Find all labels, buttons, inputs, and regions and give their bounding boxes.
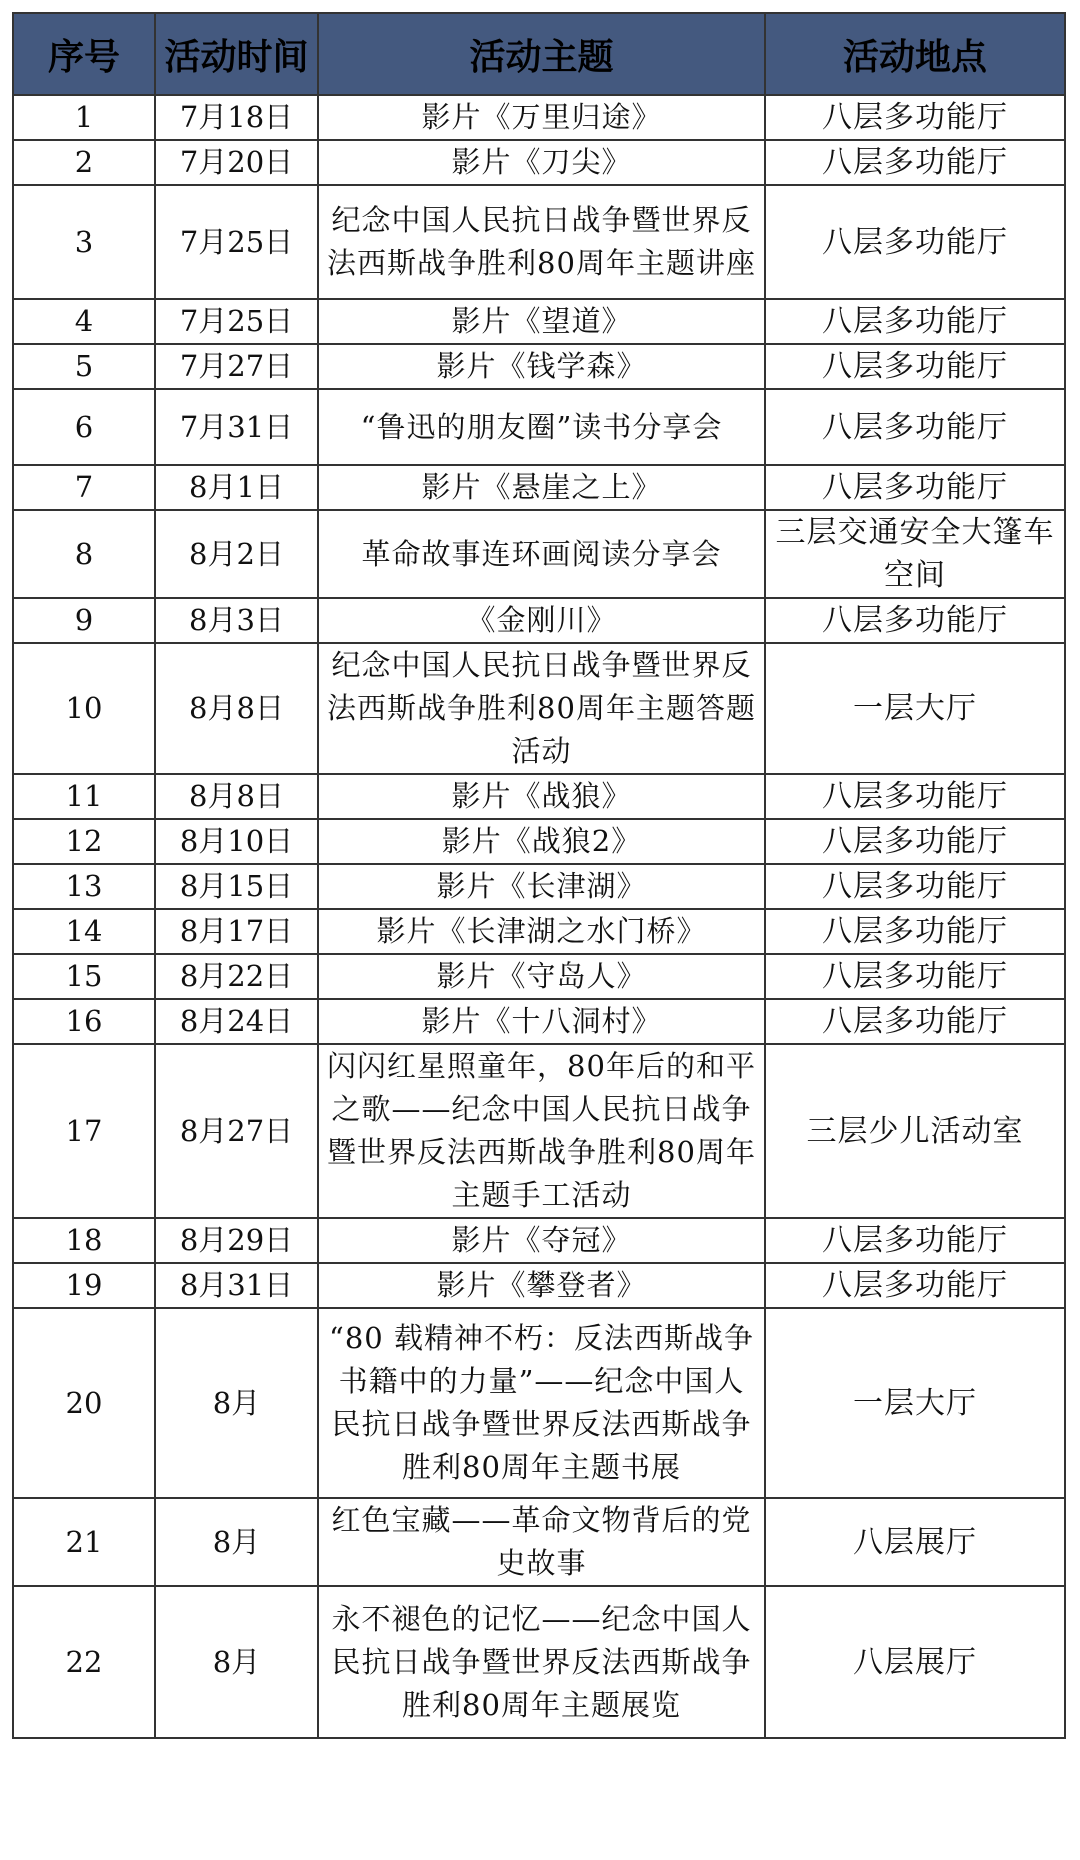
header-topic: 活动主题 <box>318 13 765 95</box>
cell-place: 八层多功能厅 <box>765 140 1065 185</box>
cell-date: 8月15日 <box>155 864 318 909</box>
cell-place: 八层多功能厅 <box>765 954 1065 999</box>
cell-no: 21 <box>13 1498 155 1586</box>
table-row <box>13 1586 1065 1738</box>
cell-place: 八层多功能厅 <box>765 819 1065 864</box>
table-body <box>13 95 1065 1738</box>
cell-topic: 影片《长津湖》 <box>318 864 765 909</box>
table-header <box>13 13 1065 95</box>
cell-place: 八层多功能厅 <box>765 1263 1065 1308</box>
cell-no: 14 <box>13 909 155 954</box>
cell-date: 7月31日 <box>155 389 318 465</box>
table-row <box>13 819 1065 864</box>
table-row <box>13 140 1065 185</box>
table-row <box>13 864 1065 909</box>
cell-no: 19 <box>13 1263 155 1308</box>
cell-topic: 影片《钱学森》 <box>318 344 765 389</box>
table-row <box>13 1263 1065 1308</box>
cell-topic: 影片《刀尖》 <box>318 140 765 185</box>
cell-place: 八层多功能厅 <box>765 909 1065 954</box>
cell-topic: 《金刚川》 <box>318 598 765 643</box>
cell-topic: 影片《十八洞村》 <box>318 999 765 1044</box>
cell-no: 20 <box>13 1308 155 1498</box>
activity-schedule-table-wrapper <box>12 12 1064 1739</box>
cell-no: 6 <box>13 389 155 465</box>
header-no: 序号 <box>13 13 155 95</box>
cell-no: 8 <box>13 510 155 598</box>
cell-no: 3 <box>13 185 155 299</box>
table-row <box>13 1044 1065 1218</box>
cell-place: 三层少儿活动室 <box>765 1044 1065 1218</box>
table-row <box>13 510 1065 598</box>
cell-date: 8月 <box>155 1308 318 1498</box>
cell-place: 八层多功能厅 <box>765 465 1065 510</box>
cell-topic: 影片《万里归途》 <box>318 95 765 140</box>
cell-topic: 影片《长津湖之水门桥》 <box>318 909 765 954</box>
cell-date: 8月2日 <box>155 510 318 598</box>
cell-date: 8月 <box>155 1498 318 1586</box>
table-row <box>13 299 1065 344</box>
cell-topic: 纪念中国人民抗日战争暨世界反法西斯战争胜利80周年主题答题活动 <box>318 643 765 774</box>
cell-date: 7月18日 <box>155 95 318 140</box>
cell-no: 18 <box>13 1218 155 1263</box>
table-row <box>13 344 1065 389</box>
cell-no: 15 <box>13 954 155 999</box>
cell-place: 一层大厅 <box>765 643 1065 774</box>
cell-place: 八层展厅 <box>765 1498 1065 1586</box>
table-row <box>13 598 1065 643</box>
cell-place: 八层多功能厅 <box>765 1218 1065 1263</box>
cell-no: 2 <box>13 140 155 185</box>
table-row <box>13 954 1065 999</box>
table-row <box>13 465 1065 510</box>
cell-date: 8月24日 <box>155 999 318 1044</box>
cell-date: 8月29日 <box>155 1218 318 1263</box>
cell-place: 八层多功能厅 <box>765 389 1065 465</box>
table-row <box>13 999 1065 1044</box>
cell-place: 八层展厅 <box>765 1586 1065 1738</box>
cell-no: 5 <box>13 344 155 389</box>
header-place: 活动地点 <box>765 13 1065 95</box>
cell-place: 八层多功能厅 <box>765 185 1065 299</box>
cell-date: 8月8日 <box>155 643 318 774</box>
cell-date: 8月31日 <box>155 1263 318 1308</box>
cell-place: 八层多功能厅 <box>765 999 1065 1044</box>
table-row <box>13 774 1065 819</box>
table-row <box>13 1308 1065 1498</box>
cell-topic: 纪念中国人民抗日战争暨世界反法西斯战争胜利80周年主题讲座 <box>318 185 765 299</box>
cell-date: 8月17日 <box>155 909 318 954</box>
cell-place: 八层多功能厅 <box>765 95 1065 140</box>
cell-place: 八层多功能厅 <box>765 774 1065 819</box>
header-date: 活动时间 <box>155 13 318 95</box>
table-row <box>13 1498 1065 1586</box>
table-row <box>13 1218 1065 1263</box>
cell-no: 12 <box>13 819 155 864</box>
activity-schedule-table <box>12 12 1066 1739</box>
cell-topic: 影片《攀登者》 <box>318 1263 765 1308</box>
cell-date: 7月27日 <box>155 344 318 389</box>
cell-topic: 影片《望道》 <box>318 299 765 344</box>
table-row <box>13 909 1065 954</box>
cell-date: 8月8日 <box>155 774 318 819</box>
cell-no: 1 <box>13 95 155 140</box>
cell-place: 八层多功能厅 <box>765 299 1065 344</box>
header-row <box>13 13 1065 95</box>
table-row <box>13 643 1065 774</box>
cell-topic: 红色宝藏——革命文物背后的党史故事 <box>318 1498 765 1586</box>
cell-date: 8月 <box>155 1586 318 1738</box>
cell-date: 8月27日 <box>155 1044 318 1218</box>
cell-topic: 影片《悬崖之上》 <box>318 465 765 510</box>
cell-no: 13 <box>13 864 155 909</box>
cell-no: 7 <box>13 465 155 510</box>
cell-place: 八层多功能厅 <box>765 598 1065 643</box>
cell-place: 八层多功能厅 <box>765 344 1065 389</box>
cell-no: 10 <box>13 643 155 774</box>
cell-place: 三层交通安全大篷车空间 <box>765 510 1065 598</box>
cell-topic: 影片《战狼》 <box>318 774 765 819</box>
cell-date: 7月25日 <box>155 299 318 344</box>
cell-date: 8月22日 <box>155 954 318 999</box>
cell-topic: 影片《战狼2》 <box>318 819 765 864</box>
cell-topic: 影片《守岛人》 <box>318 954 765 999</box>
cell-place: 一层大厅 <box>765 1308 1065 1498</box>
table-row <box>13 389 1065 465</box>
cell-no: 17 <box>13 1044 155 1218</box>
cell-topic: 闪闪红星照童年，80年后的和平之歌——纪念中国人民抗日战争暨世界反法西斯战争胜利80周年主题手工活动 <box>318 1044 765 1218</box>
cell-date: 8月1日 <box>155 465 318 510</box>
cell-topic: “鲁迅的朋友圈”读书分享会 <box>318 389 765 465</box>
cell-topic: 影片《夺冠》 <box>318 1218 765 1263</box>
cell-date: 8月3日 <box>155 598 318 643</box>
cell-no: 16 <box>13 999 155 1044</box>
cell-topic: “80 载精神不朽：反法西斯战争书籍中的力量”——纪念中国人民抗日战争暨世界反法西斯战争胜利80周年主题书展 <box>318 1308 765 1498</box>
table-row <box>13 185 1065 299</box>
cell-topic: 革命故事连环画阅读分享会 <box>318 510 765 598</box>
cell-no: 22 <box>13 1586 155 1738</box>
cell-date: 8月10日 <box>155 819 318 864</box>
cell-date: 7月25日 <box>155 185 318 299</box>
cell-no: 9 <box>13 598 155 643</box>
cell-topic: 永不褪色的记忆——纪念中国人民抗日战争暨世界反法西斯战争胜利80周年主题展览 <box>318 1586 765 1738</box>
cell-place: 八层多功能厅 <box>765 864 1065 909</box>
cell-date: 7月20日 <box>155 140 318 185</box>
table-row <box>13 95 1065 140</box>
cell-no: 11 <box>13 774 155 819</box>
cell-no: 4 <box>13 299 155 344</box>
